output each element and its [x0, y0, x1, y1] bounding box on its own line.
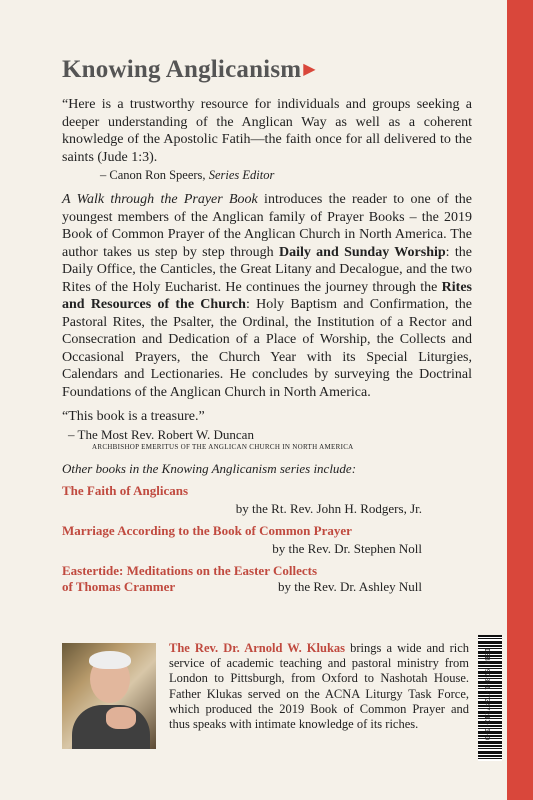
desc-bold-1: Daily and Sunday Worship: [278, 244, 446, 260]
back-cover-text: [62, 56, 472, 595]
book-author-1: by the Rt. Rev. John H. Rodgers, Jr.: [235, 501, 422, 516]
author-bio-text: brings a wide and rich service of academic teaching and pastoral ministry from London to Pittsburgh, from Oxford to Nashotah House. Father Klukas served on the ACNA Liturgy Task Force, which produced the 2019 Book of Common Prayer and thus speaks with intimate knowledge of its riches.: [169, 641, 469, 732]
book-title-3b: of Thomas Cranmer: [62, 579, 176, 594]
author-name: The Rev. Dr. Arnold W. Klukas: [169, 641, 346, 655]
series-title-text: Knowing Anglicanism: [62, 56, 302, 83]
spine-stripe: [507, 0, 533, 800]
book-title-2: Marriage According to the Book of Common Prayer: [62, 523, 352, 538]
editor-attribution-role: Series Editor: [208, 168, 275, 182]
book-title-1: The Faith of Anglicans: [62, 483, 189, 498]
series-title: [62, 56, 472, 84]
author-photo: [62, 643, 156, 749]
endorsement-title: ARCHBISHOP EMERITUS OF THE ANGLICAN CHURCH IN NORTH AMERICA: [92, 443, 354, 451]
arrow-icon: ▶: [303, 61, 316, 78]
editor-attribution: [100, 168, 472, 183]
book-title-italic: A Walk through the Prayer Book: [62, 192, 258, 207]
book-author-3: by the Rev. Dr. Ashley Null: [278, 579, 422, 594]
editor-attribution-name: – Canon Ron Speers,: [100, 168, 209, 182]
desc-part-3: : Holy Baptism and Confirmation, the Pastoral Rites, the Psalter, the Ordinal, the Institution of a Rector and Consecration and Dedication of a Place of Worship, the Collects and Occasional Prayers, the Church Year with its Special Liturgies, Calendars and Lectionaries. He concludes by surveying the Doctrinal Foundations of the Anglican Church in North America.: [62, 297, 472, 400]
author-bio: [169, 641, 469, 732]
desc-bold-2: Rites and Resources of the Church: [62, 279, 472, 312]
endorsement-quote: “This book is a treasure.”: [62, 409, 205, 424]
book-description: [62, 191, 472, 401]
other-books-intro: Other books in the Knowing Anglicanism series include:: [62, 461, 357, 476]
desc-part-1: introduces the reader to one of the youngest members of the Anglican family of Prayer Books – the 2019 Book of Common Prayer of the Anglican Church in North America. The author takes us step by step through: [62, 192, 472, 260]
photo-hand: [106, 707, 136, 729]
endorsement-attribution: – The Most Rev. Robert W. Duncan: [68, 427, 254, 442]
book-author-2: by the Rev. Dr. Stephen Noll: [272, 541, 422, 556]
photo-hair: [89, 651, 131, 669]
editor-quote: “Here is a trustworthy resource for individuals and groups seeking a deeper understanding of the Anglican Way as well as a coherent knowledge of the Apostolic Fatih—the faith once for all delivered to the saints (Jude 1:3).: [62, 97, 472, 165]
desc-part-2: : the Daily Office, the Canticles, the Great Litany and Decalogue, and the two Rites of the Holy Eucharist. He continues the journey through the: [62, 244, 472, 295]
isbn-text: ISBN 978-1-7347213-6-0: [482, 647, 491, 741]
book-row-3: [62, 579, 472, 595]
book-title-3a: Eastertide: Meditations on the Easter Collects: [62, 563, 318, 578]
